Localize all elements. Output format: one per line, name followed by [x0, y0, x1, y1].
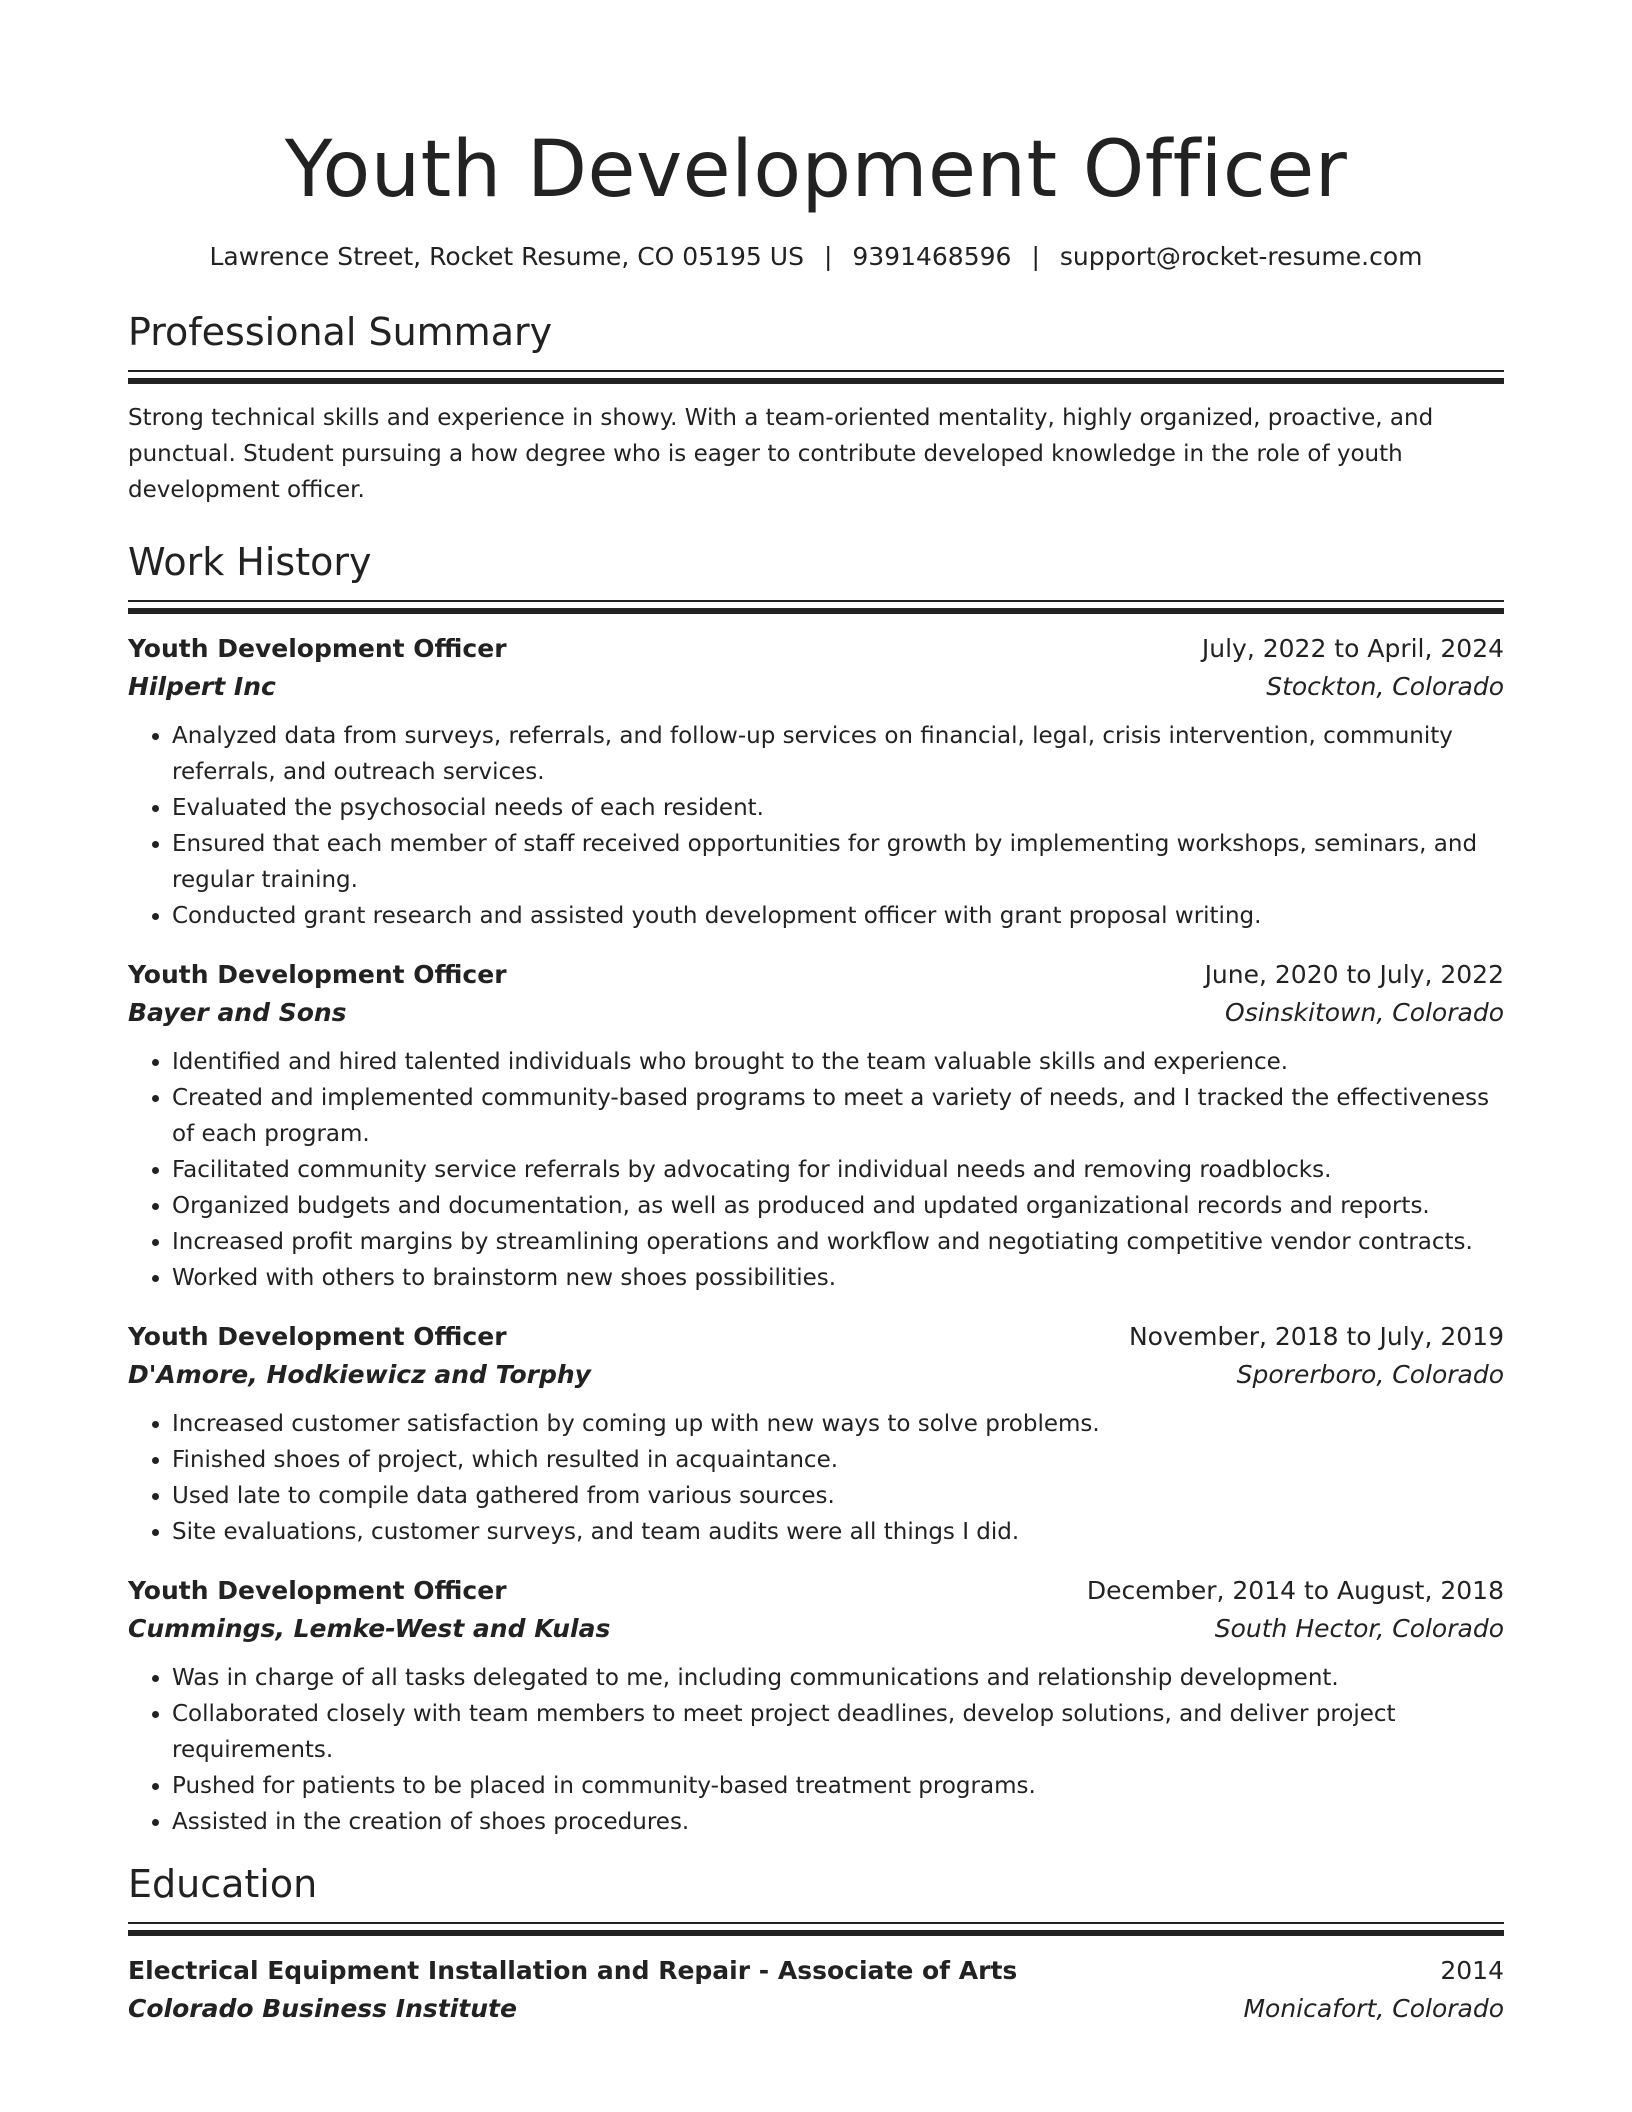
job-employer: D'Amore, Hodkiewicz and Torphy: [128, 1360, 591, 1389]
job-bullets: [128, 1044, 1504, 1296]
job-bullet: • Created and implemented community-based programs to meet a variety of needs, and I tracked the effectiveness of each program.: [172, 1080, 1504, 1152]
job-bullet: • Finished shoes of project, which resulted in acquaintance.: [172, 1442, 1504, 1478]
work-history-section: [128, 538, 1504, 1840]
job-dates: June, 2020 to July, 2022: [1204, 960, 1504, 989]
job-location: Sporerboro, Colorado: [1236, 1360, 1504, 1389]
job-title: Youth Development Officer: [128, 1576, 507, 1605]
summary-text: Strong technical skills and experience in showy. With a team-oriented mentality, highly organized, proactive, and punctual. Student pursuing a how degree who is eager to contribute developed knowledge in the role of youth development officer.: [128, 405, 1434, 503]
job-bullet: • Pushed for patients to be placed in community-based treatment programs.: [172, 1768, 1504, 1804]
job-entry: [128, 1572, 1504, 1840]
job-title: Youth Development Officer: [128, 1322, 507, 1351]
contact-phone: 9391468596: [852, 242, 1012, 271]
education-school: Colorado Business Institute: [128, 1994, 517, 2023]
section-title-work-history: Work History: [128, 540, 372, 584]
job-bullets: [128, 1406, 1504, 1550]
job-dates: July, 2022 to April, 2024: [1201, 634, 1504, 663]
job-dates: December, 2014 to August, 2018: [1086, 1576, 1504, 1605]
section-title-summary: Professional Summary: [128, 310, 553, 354]
education-year: 2014: [1440, 1956, 1504, 1985]
job-location: South Hector, Colorado: [1214, 1614, 1504, 1643]
job-bullet: • Identified and hired talented individuals who brought to the team valuable skills and experience.: [172, 1044, 1504, 1080]
job-entry: [128, 1318, 1504, 1550]
job-employer: Hilpert Inc: [128, 672, 276, 701]
job-bullet: • Analyzed data from surveys, referrals, and follow-up services on financial, legal, crisis intervention, community referrals, and outreach services.: [172, 718, 1504, 790]
job-bullet: • Conducted grant research and assisted youth development officer with grant proposal writing.: [172, 898, 1504, 934]
job-location: Stockton, Colorado: [1266, 672, 1504, 701]
contact-separator: |: [823, 242, 833, 271]
job-bullet: • Increased customer satisfaction by coming up with new ways to solve problems.: [172, 1406, 1504, 1442]
job-entry: [128, 630, 1504, 934]
job-bullet: • Increased profit margins by streamlining operations and workflow and negotiating competitive vendor contracts.: [172, 1224, 1504, 1260]
job-location: Osinskitown, Colorado: [1225, 998, 1504, 1027]
job-employer: Bayer and Sons: [128, 998, 347, 1027]
job-bullet: • Organized budgets and documentation, as well as produced and updated organizational records and reports.: [172, 1188, 1504, 1224]
candidate-name: Youth Development Officer: [284, 125, 1348, 215]
job-bullet: • Facilitated community service referrals by advocating for individual needs and removing roadblocks.: [172, 1152, 1504, 1188]
job-bullets: [128, 1660, 1504, 1840]
job-employer: Cummings, Lemke-West and Kulas: [128, 1614, 611, 1643]
section-divider: [128, 1922, 1504, 1936]
contact-line: [128, 240, 1504, 274]
education-entry: [128, 1952, 1504, 2028]
job-title: Youth Development Officer: [128, 960, 507, 989]
job-bullet: • Worked with others to brainstorm new shoes possibilities.: [172, 1260, 1504, 1296]
contact-address: Lawrence Street, Rocket Resume, CO 05195 US: [209, 242, 804, 271]
job-bullet: • Used late to compile data gathered from various sources.: [172, 1478, 1504, 1514]
job-bullet: • Collaborated closely with team members to meet project deadlines, develop solutions, and deliver project requirements.: [172, 1696, 1504, 1768]
contact-email: support@rocket-resume.com: [1059, 242, 1423, 271]
job-bullet: • Assisted in the creation of shoes procedures.: [172, 1804, 1504, 1840]
contact-separator: |: [1031, 242, 1040, 271]
job-bullet: • Ensured that each member of staff received opportunities for growth by implementing workshops, seminars, and regular training.: [172, 826, 1504, 898]
job-dates: November, 2018 to July, 2019: [1128, 1322, 1504, 1351]
section-divider: [128, 370, 1504, 384]
summary-section: [128, 308, 1504, 508]
section-title-education: Education: [128, 1862, 318, 1906]
job-bullet: • Site evaluations, customer surveys, and team audits were all things I did.: [172, 1514, 1504, 1550]
job-bullet: • Was in charge of all tasks delegated to me, including communications and relationship development.: [172, 1660, 1504, 1696]
education-location: Monicafort, Colorado: [1243, 1994, 1504, 2023]
job-bullet: • Evaluated the psychosocial needs of each resident.: [172, 790, 1504, 826]
education-degree: Electrical Equipment Installation and Repair - Associate of Arts: [128, 1956, 1018, 1985]
job-title: Youth Development Officer: [128, 634, 507, 663]
section-divider: [128, 600, 1504, 614]
education-section: [128, 1860, 1504, 2028]
job-bullets: [128, 718, 1504, 934]
job-entry: [128, 956, 1504, 1296]
